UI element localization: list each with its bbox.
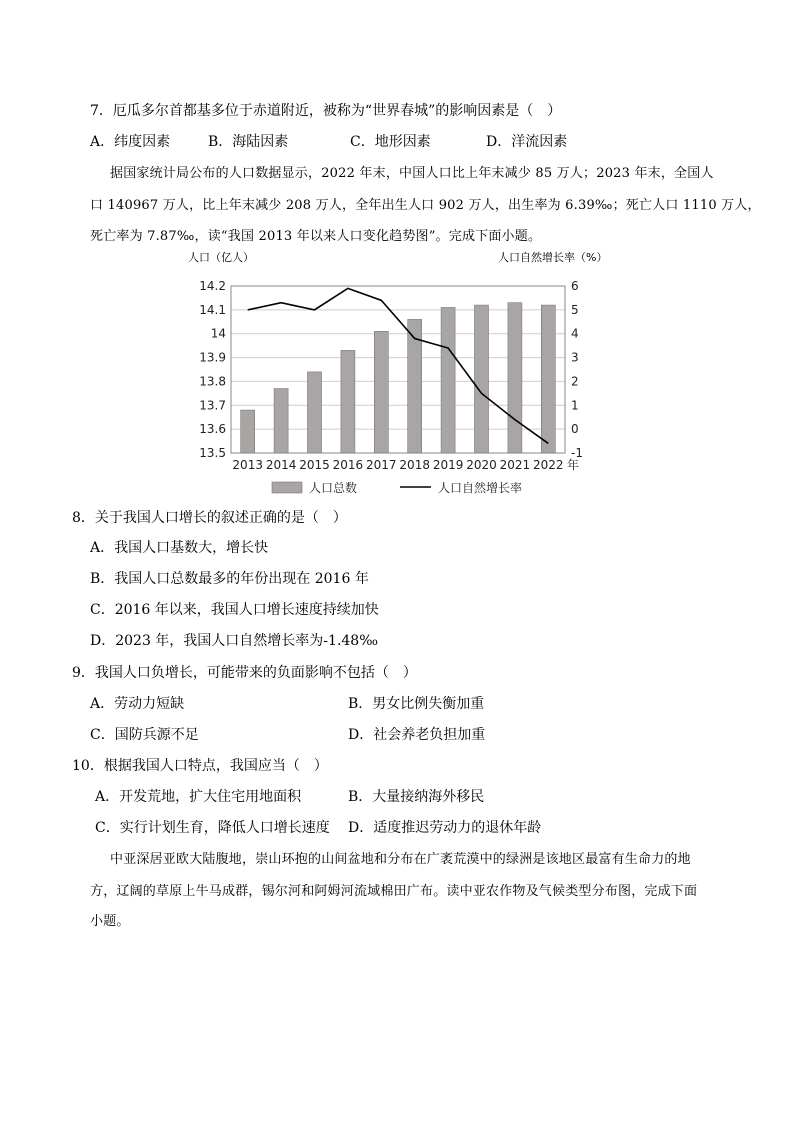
left-axis-tick-label: 14 bbox=[210, 326, 226, 341]
right-axis-tick-label: -1 bbox=[571, 446, 583, 460]
chart-right-axis-title: 人口自然增长率（%） bbox=[498, 251, 608, 264]
x-axis-tick-label: 2016 bbox=[332, 458, 364, 472]
bar-2015 bbox=[308, 372, 322, 453]
right-axis-tick-label: 3 bbox=[571, 350, 579, 365]
x-axis-unit: 年 bbox=[567, 458, 580, 472]
x-axis-tick-label: 2015 bbox=[299, 458, 330, 472]
bar-2019 bbox=[441, 307, 455, 453]
x-axis-tick-label: 2017 bbox=[366, 458, 397, 472]
question-9-option-b: B．男女比例失衡加重 bbox=[348, 696, 485, 712]
question-7-option-a: A．纬度因素 bbox=[90, 134, 171, 150]
question-7-option-b: B．海陆因素 bbox=[208, 134, 289, 150]
bar-2020 bbox=[475, 305, 489, 453]
x-axis-tick-label: 2021 bbox=[499, 458, 531, 472]
bar-2021 bbox=[508, 303, 522, 453]
passage-2-line-1: 中亚深居亚欧大陆腹地，崇山环抱的山间盆地和分布在广袤荒漠中的绿洲是该地区最富有生命力的地 bbox=[110, 852, 691, 867]
question-8-option-d: D．2023 年，我国人口自然增长率为-1.48‰ bbox=[90, 633, 378, 649]
left-axis-tick-label: 13.7 bbox=[199, 398, 226, 413]
left-axis-tick-label: 14.2 bbox=[199, 279, 226, 293]
passage-2-line-3: 小题。 bbox=[90, 914, 130, 929]
passage-1-line-1: 据国家统计局公布的人口数据显示，2022 年末，中国人口比上年末减少 85 万人；2023 年末，全国人 bbox=[110, 166, 714, 181]
right-axis-tick-label: 5 bbox=[571, 302, 579, 317]
right-axis-tick-label: 6 bbox=[571, 279, 579, 293]
legend-bar-swatch bbox=[272, 482, 302, 493]
x-axis-tick-label: 2019 bbox=[432, 458, 464, 472]
bar-2022 bbox=[541, 305, 555, 453]
question-7-stem: 7．厄瓜多尔首都基多位于赤道附近，被称为“世界春城”的影响因素是（ ） bbox=[90, 103, 562, 119]
left-axis-tick-label: 13.8 bbox=[199, 374, 226, 389]
question-8-stem: 8．关于我国人口增长的叙述正确的是（ ） bbox=[72, 510, 347, 526]
question-9-option-d: D．社会养老负担加重 bbox=[348, 727, 486, 743]
bar-2014 bbox=[274, 389, 288, 453]
legend-line-label: 人口自然增长率 bbox=[438, 481, 523, 495]
legend-bar-label: 人口总数 bbox=[309, 481, 358, 495]
right-axis-tick-label: 0 bbox=[571, 422, 579, 437]
left-axis-tick-label: 13.9 bbox=[199, 350, 226, 365]
chart-left-axis-title: 人口（亿人） bbox=[188, 251, 254, 264]
bar-2017 bbox=[374, 331, 388, 453]
question-9-option-a: A．劳动力短缺 bbox=[90, 696, 185, 712]
question-7-option-c: C．地形因素 bbox=[350, 134, 431, 150]
question-9-option-c: C．国防兵源不足 bbox=[90, 727, 199, 743]
question-8-option-b: B．我国人口总数最多的年份出现在 2016 年 bbox=[90, 571, 369, 587]
question-7-option-d: D．洋流因素 bbox=[486, 134, 568, 150]
left-axis-tick-label: 14.1 bbox=[199, 302, 226, 317]
question-10-option-b: B．大量接纳海外移民 bbox=[348, 789, 485, 805]
bar-2016 bbox=[341, 350, 355, 453]
question-9-stem: 9．我国人口负增长，可能带来的负面影响不包括（ ） bbox=[72, 665, 417, 681]
x-axis-tick-label: 2022 bbox=[533, 458, 564, 472]
population-chart bbox=[195, 270, 595, 505]
growth-rate-line bbox=[248, 288, 549, 443]
right-axis-tick-label: 2 bbox=[571, 374, 579, 389]
question-8-option-c: C．2016 年以来，我国人口增长速度持续加快 bbox=[90, 602, 379, 618]
x-axis-tick-label: 2020 bbox=[466, 458, 497, 472]
passage-1-line-3: 死亡率为 7.87‰，读“我国 2013 年以来人口变化趋势图”。完成下面小题。 bbox=[90, 229, 542, 244]
right-axis-tick-label: 1 bbox=[571, 398, 579, 413]
question-10-option-d: D．适度推迟劳动力的退休年龄 bbox=[348, 820, 542, 836]
question-10-option-a: A．开发荒地，扩大住宅用地面积 bbox=[95, 789, 302, 805]
question-8-option-a: A．我国人口基数大，增长快 bbox=[90, 540, 269, 556]
passage-1-line-2: 口 140967 万人，比上年末减少 208 万人，全年出生人口 902 万人，出生率为 6.39‰；死亡人口 1110 万人， bbox=[90, 198, 761, 213]
passage-2-line-2: 方，辽阔的草原上牛马成群，锡尔河和阿姆河流域棉田广布。读中亚农作物及气候类型分布图，完成下面 bbox=[90, 884, 698, 899]
x-axis-tick-label: 2013 bbox=[232, 458, 263, 472]
x-axis-tick-label: 2014 bbox=[265, 458, 297, 472]
question-10-stem: 10．根据我国人口特点，我国应当（ ） bbox=[72, 758, 328, 774]
question-10-option-c: C．实行计划生育，降低人口增长速度 bbox=[95, 820, 330, 836]
bar-2013 bbox=[241, 410, 255, 453]
left-axis-tick-label: 13.5 bbox=[199, 446, 226, 460]
right-axis-tick-label: 4 bbox=[571, 326, 579, 341]
x-axis-tick-label: 2018 bbox=[399, 458, 430, 472]
left-axis-tick-label: 13.6 bbox=[199, 422, 226, 437]
